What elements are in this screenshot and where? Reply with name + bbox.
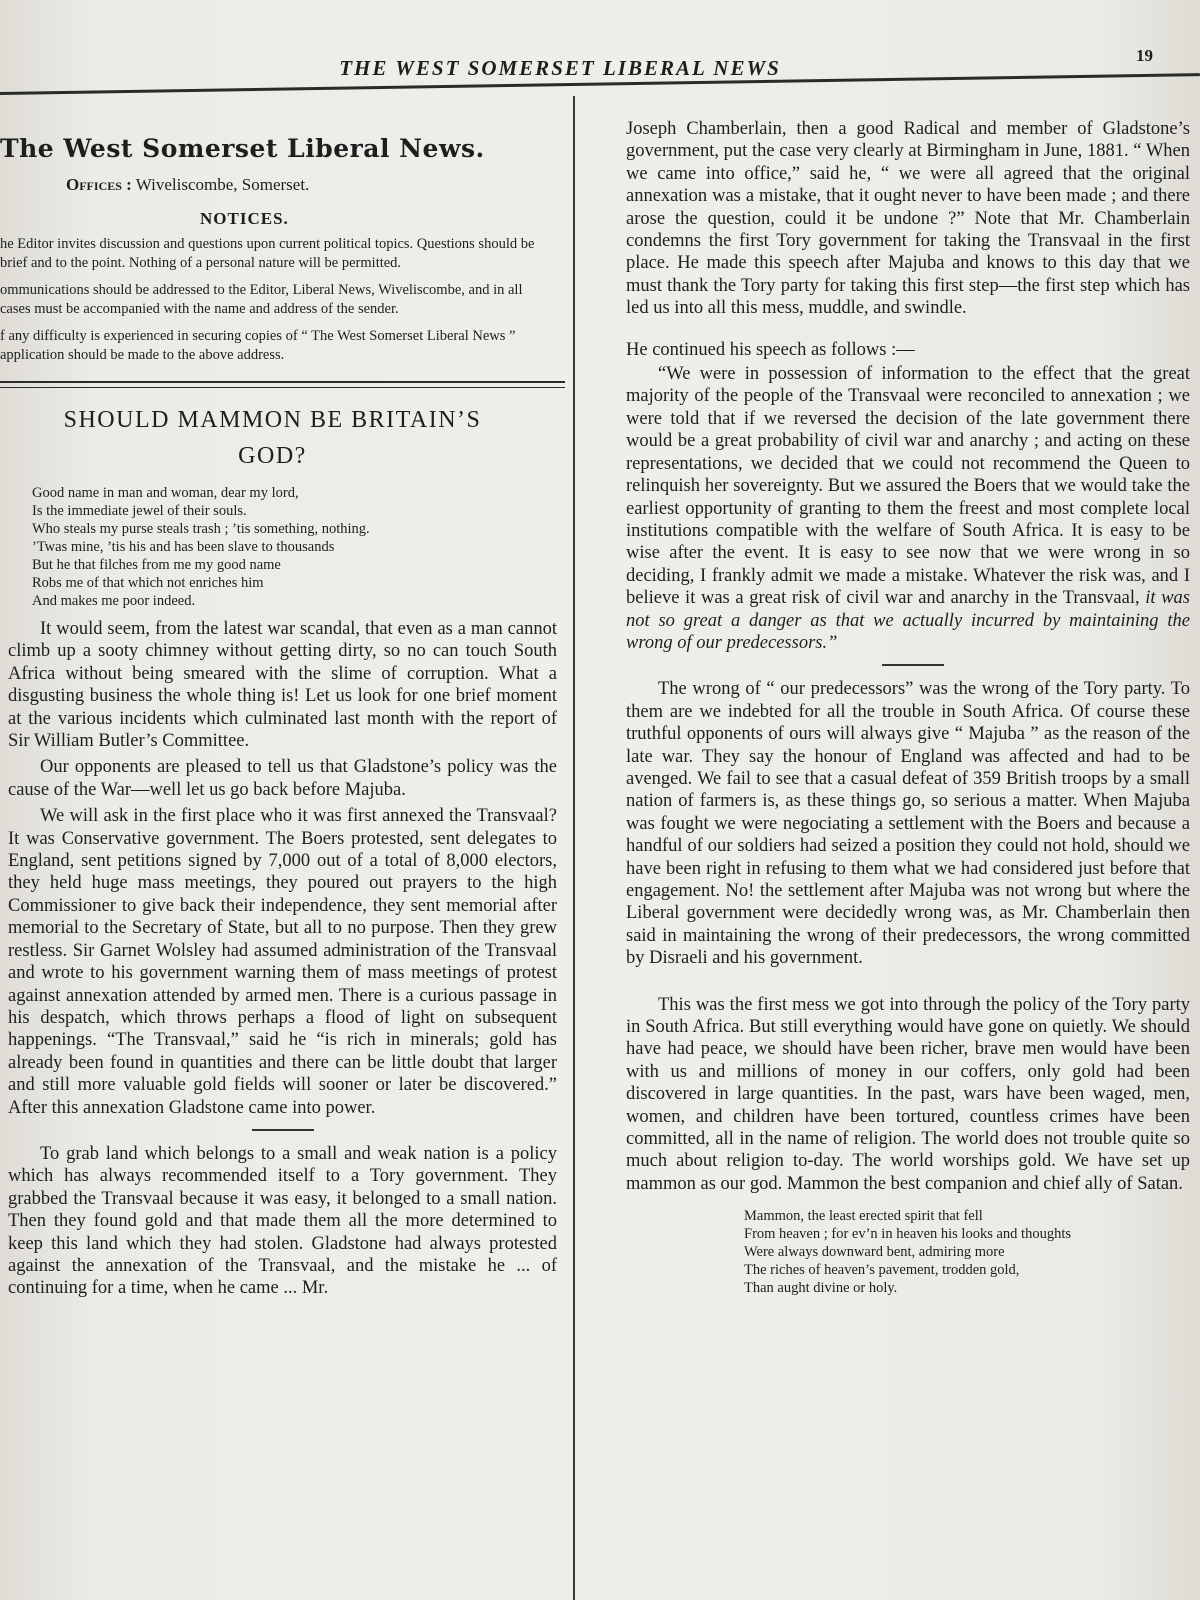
epigraph	[32, 484, 565, 610]
offices-label: Offices :	[66, 175, 132, 194]
notices-rule	[0, 381, 565, 383]
quoted-speech-italic: it was not so great a danger as that we actually incurred by maintaining the wrong of our predecessors.”	[626, 588, 1190, 653]
article-title	[0, 402, 545, 474]
epigraph-line: ’Twas mine, ’tis his and has been slave to thousands	[32, 539, 335, 555]
article-title-line: SHOULD MAMMON BE BRITAIN’S	[63, 407, 482, 433]
offices-location: Wiveliscombe, Somerset.	[135, 175, 310, 194]
quoted-speech	[626, 363, 1190, 654]
notices-rule-thin	[0, 387, 565, 388]
speech-intro: He continued his speech as follows :—	[626, 339, 915, 360]
spacer	[882, 980, 944, 982]
left-column	[0, 120, 565, 1302]
epigraph-line: Who steals my purse steals trash ; ’tis something, nothing.	[32, 521, 370, 537]
article-paragraph: The wrong of “ our predecessors” was the wrong of the Tory party. To them are we indebted for all the trouble in South Africa. Of course these truthful opponents of ours will always give “ Majuba ” as the reason of the late war. They say the honour of England was affected and had to be avenged. We fail to see that a casual defeat of 359 British troops by a small nation of farmers is, as these things go, so serious a matter. When Majuba was fought we were negociating a settlement with the Boers and because a handful of our soldiers had seized a position they could not hold, should we have been right in refusing to them what we had considered just before that engagement. No! the settlement after Majuba was not wrong but where the Liberal government were decidedly wrong was, as Mr. Chamberlain then said in maintaining the wrong of their predecessors, the wrong committed by Disraeli and his government.	[626, 679, 1190, 969]
article-paragraph: Joseph Chamberlain, then a good Radical and member of Gladstone’s government, put the case very clearly at Birmingham in June, 1881. “ When we came into office,” said he, “ we were all agreed that the original annexation was a mistake, that it ought never to have been made ; and there arose the question, could it be undone ?” Note that Mr. Chamberlain condemns the first Tory government for taking the Transvaal in the first place. He made this speech after Majuba and knows to this day that we must thank the Tory party for taking this first step—the first step which has led us into all this mess, muddle, and swindle.	[626, 119, 1190, 319]
verse-line: Were always downward bent, admiring more	[744, 1244, 1005, 1261]
section-rule	[882, 664, 944, 666]
verse-line: The riches of heaven’s pavement, trodden gold,	[744, 1262, 1020, 1279]
verse-line: Mammon, the least erected spirit that fell	[744, 1208, 983, 1225]
notice-item: f any difficulty is experienced in securing copies of “ The West Somerset Liberal News ” application should be made to the above address.	[0, 328, 516, 363]
verse-line: From heaven ; for ev’n in heaven his looks and thoughts	[744, 1226, 1071, 1243]
spacer	[626, 328, 1186, 329]
notices-heading: NOTICES.	[200, 209, 289, 228]
column-divider	[573, 96, 575, 1600]
article-paragraph: To grab land which belongs to a small and weak nation is a policy which has always recommended itself to a Tory government. They grabbed the Transvaal because it was easy, it belonged to a small nation. Then they found gold and that made them all the more determined to keep this land which they had stolen. Gladstone had always protested against the annexation of the Transvaal, and the mistake he ... of continuing for a time, when he came ... Mr.	[8, 1143, 557, 1299]
right-column	[626, 118, 1200, 1297]
article-paragraph: It would seem, from the latest war scandal, that even as a man cannot climb up a sooty chimney without getting dirty, so no can touch South Africa without being smeared with the slime of corruption. What a disgusting business the whole thing is! Let us look for one brief moment at the various incidents which culminated last month with the report of Sir William Butler’s Committee.	[8, 619, 557, 752]
masthead-title: The West Somerset Liberal News.	[0, 134, 485, 163]
offices-line	[66, 175, 565, 195]
notice-item: ommunications should be addressed to the Editor, Liberal News, Wiveliscombe, and in all cases must be accompanied with the name and address of the sender.	[0, 282, 523, 317]
article-paragraph: This was the first mess we got into through the policy of the Tory party in South Africa. But still everything would have gone on quietly. We should have had peace, we should have been richer, brave men would have been with us and millions of money in our coffers, only gold had been discovered in large quantities. In the past, wars have been waged, men, women, and children have been tortured, countless crimes have been committed, all in the name of religion. The world does not trouble quite so much about religion to-day. The world worships gold. We have set up mammon as our god. Mammon the best companion and chief ally of Satan.	[626, 994, 1190, 1194]
epigraph-line: And makes me poor indeed.	[32, 593, 196, 609]
page-number: 19	[1136, 46, 1153, 65]
epigraph-line: But he that filches from me my good name	[32, 557, 281, 573]
epigraph-line: Robs me of that which not enriches him	[32, 575, 264, 591]
closing-verse	[744, 1207, 1200, 1297]
epigraph-line: Good name in man and woman, dear my lord,	[32, 485, 299, 501]
section-rule	[252, 1129, 314, 1131]
article-title-line: GOD?	[238, 443, 307, 469]
quoted-speech-text: “We were in possession of information to the effect that the great majority of the people of the Transvaal were reconciled to annexation ; we were told that if we reversed the decision of the late government there would be a great probability of civil war and anarchy ; and acting on these representations, we decided that we could not recommend the Queen to relinquish her sovereignty. But we assured the Boers that we would take the earliest opportunity of granting to them the freest and most complete local institutions compatible with the welfare of South Africa. It is easy to be wise after the event. It is easy to see now that we were wrong in so deciding, I frankly admit we made a mistake. Whatever the risk was, and I believe it was a great risk of civil war and anarchy in the Transvaal,	[626, 364, 1190, 609]
verse-line: Than aught divine or holy.	[744, 1280, 898, 1297]
article-paragraph: Our opponents are pleased to tell us that Gladstone’s policy was the cause of the War—well let us go back before Majuba.	[8, 757, 557, 800]
notice-item: he Editor invites discussion and questions upon current political topics. Questions should be brief and to the point. Nothing of a personal nature will be permitted.	[0, 236, 535, 271]
article-paragraph: We will ask in the first place who it was first annexed the Transvaal? It was Conservative government. The Boers protested, sent delegates to England, sent petitions signed by 7,000 out of a total of 8,000 electors, they held huge mass meetings, they poured out prayers to the high Commissioner to give back their independence, they sent memorial after memorial to the Secretary of State, but all to no purpose. Then they grew restless. Sir Garnet Wolsley had assumed administration of the Transvaal and wrote to his government warning them of mass meetings of protest against annexation attended by armed men. There is a curious passage in his despatch, which throws perhaps a flood of light on subsequent happenings. “The Transvaal,” said he “is rich in minerals; gold has already been found in quantities and there can be little doubt that larger and still more valuable gold fields will sooner or later be discovered.” After this annexation Gladstone came into power.	[8, 806, 557, 1118]
epigraph-line: Is the immediate jewel of their souls.	[32, 503, 247, 519]
running-title: THE WEST SOMERSET LIBERAL NEWS	[339, 56, 781, 80]
